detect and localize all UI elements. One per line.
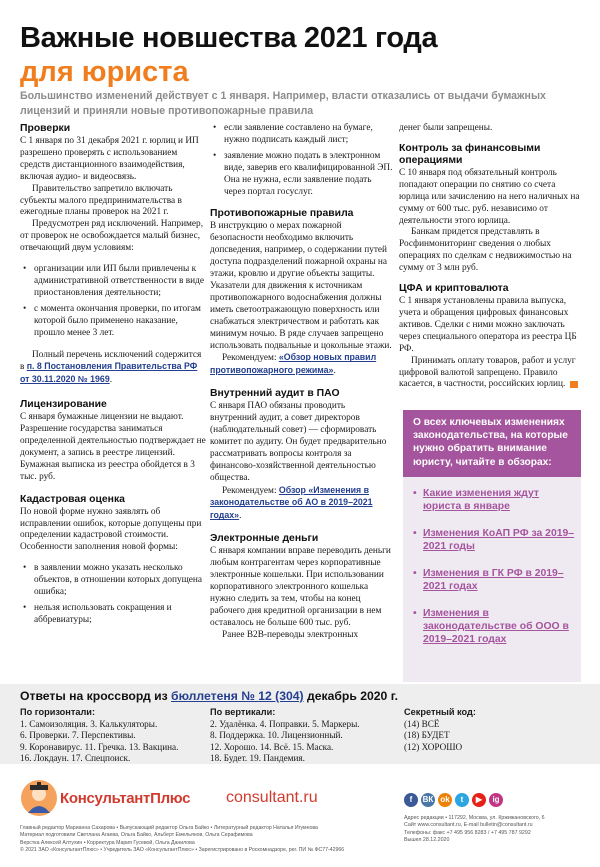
text: Принимать оплату товаров, работ и услуг цифровой валютой запрещено. Правило касается, в частности, российских юрлиц. (399, 355, 576, 390)
crossword-horizontal (20, 707, 210, 765)
consultant-logo-icon (20, 779, 58, 822)
list-item: • в заявлении можно указать несколько объектов, в отношении которых допущена ошибка; (20, 563, 207, 599)
crossword-line: (18) БУДЕТ (404, 730, 450, 741)
paragraph: С 1 января установлены правила выпуска, учета и обращения цифровых финансовых активов. Сделки с ними можно заключать через специального оператора из реестра ЦБ РФ. (399, 296, 577, 354)
crossword-title (20, 689, 398, 703)
crossword-line: 12. Хорошо. 14. Всё. 15. Маска. (210, 741, 334, 752)
section-title-audit: Внутренний аудит в ПАО (210, 388, 340, 400)
paragraph: С января ПАО обязаны проводить внутренний аудит, а совет директоров (наблюдательный совет) — сформировать комитет по аудиту. Он будет предварительно рассматривать вопросы контроля за финансово-хозяйственной деятельностью общества. (210, 401, 387, 483)
paragraph: С 10 января под обязательный контроль попадают операции по снятию со счета юрлица или зачислению на него наличных на сумму от 600 тыс. руб. независимо от деятельности этого юрлица. (399, 167, 580, 226)
crossword-line: 9. Коронавирус. 11. Гречка. 13. Вакцина. (20, 741, 179, 752)
decree-link[interactable]: п. 8 Постановления Правительства РФ от 30.11.2020 № 1969 (20, 361, 198, 385)
reviews-box (403, 410, 581, 682)
end-mark-icon (570, 381, 578, 388)
text: . (333, 366, 336, 377)
paragraph (399, 356, 581, 392)
review-link-ooo[interactable]: Изменения в законодательстве об ООО в 2019–2021 годах (423, 607, 569, 645)
contact-line: Сайт www.consultant.ru, E-mail bulletin@consultant.ru (404, 822, 533, 829)
reviews-box-heading: О всех ключевых изменениях законодательства, на которые нужно обратить внимание юристу, читайте в обзорах: (403, 410, 581, 477)
instagram-icon[interactable]: ig (489, 793, 503, 807)
text: Ответы на кроссворд из (20, 689, 172, 703)
crossword-horizontal-title: По горизонтали: (20, 707, 95, 717)
list-item (413, 527, 575, 553)
page-title-accent: для юриста (20, 56, 189, 88)
column-3 (399, 123, 581, 391)
section-title-fire: Противопожарные правила (210, 208, 354, 220)
list-item: • организации или ИП были привлечены к административной ответственности в виде приостановления деятельности; (20, 264, 207, 300)
text: . (109, 375, 113, 386)
paragraph: Правительство запретило включать субъекты малого предпринимательства в ежегодные планы проверок на 2021 г. (20, 183, 182, 218)
list-item (413, 567, 575, 593)
paragraph: Банкам придется представлять в Росфинмониторинг сведения о любых операциях по сделкам с недвижимостью на сумму от 3 млн руб. (399, 227, 572, 274)
list-item (413, 487, 575, 513)
list-item: • заявление можно подать в электронном виде, заверив его квалифицированной ЭП. Она не нужна, если заявление подать через портал госуслуг. (210, 151, 393, 199)
text: Рекомендуем: (222, 485, 279, 496)
contact-line: Вышел 28.12.2020 (404, 837, 450, 844)
paragraph: По новой форме нужно заявлять об исправлении ошибок, которые допущены при определении кадастровой стоимости. Особенности заполнения новой формы: (20, 506, 202, 553)
contact-line: Телефоны: факс +7 495 956 8283 / +7 495 787 9292 (404, 829, 531, 836)
crossword-code-title: Секретный код: (404, 707, 476, 717)
text: Полный перечень исключений содержится в (20, 349, 202, 373)
review-link-koap[interactable]: Изменения КоАП РФ за 2019–2021 годы (423, 527, 575, 552)
subtitle: Большинство изменений действует с 1 января. Например, власти отказались от выдачи бумажных лицензий и приняли новые противопожарные правила (20, 90, 546, 117)
social-links (404, 793, 503, 807)
section-title-checks: Проверки (20, 123, 71, 134)
review-link-january[interactable]: Какие изменения ждут юриста в январе (423, 487, 540, 512)
bullet-list (20, 563, 207, 627)
imprint (20, 825, 380, 855)
paragraph: Предусмотрен ряд исключений. Например, от проверок не освобождается малый бизнес, отвечающий двум условиям: (20, 219, 204, 254)
crossword-line: 16. Локдаун. 17. Спецпоиск. (20, 753, 131, 764)
crossword-secret-code (404, 707, 580, 753)
text: . (239, 511, 242, 522)
paragraph: С января компании вправе переводить деньги любым контрагентам через корпоративные электронные кошельки. При использовании корпоративного электронного кошелька нужно следить за тем, чтобы на конец рабочего дня кредитной организации в нем оставалось не больше 600 тыс. руб. (210, 546, 391, 628)
imprint-line: Материал подготовили Светлана Агаева, Ольга Байко, Альберт Емельянов, Ольга Серафимова (20, 832, 253, 839)
facebook-icon[interactable]: f (404, 793, 418, 807)
telegram-icon[interactable]: t (455, 793, 469, 807)
bulletin-link[interactable]: бюллетеня № 12 (304) (171, 689, 304, 703)
reviews-list (403, 477, 581, 646)
list-item: • нельзя использовать сокращения и аббревиатуры; (20, 603, 207, 627)
crossword-line: 2. Удалёнка. 4. Поправки. 5. Маркеры. (210, 718, 360, 729)
youtube-icon[interactable]: ▶ (472, 793, 486, 807)
bullet-list (20, 264, 207, 339)
paragraph-exceptions (20, 350, 207, 388)
section-title-cadastral: Кадастровая оценка (20, 493, 125, 505)
text: Рекомендуем: (222, 353, 279, 364)
crossword-line: 18. Будет. 19. Пандемия. (210, 753, 305, 764)
bullet-list (210, 123, 393, 198)
imprint-line: © 2021 ЗАО «КонсультантПлюс» • Учредитель ЗАО «КонсультантПлюс» • Зарегистрировано в Роскомнадзоре, рег. ПИ № ФС77-42966 (20, 847, 345, 854)
list-item: • если заявление составлено на бумаге, нужно подписать каждый лист; (210, 123, 393, 147)
contacts (404, 815, 584, 845)
crossword-line: 8. Поддержка. 10. Лицензионный. (210, 730, 343, 741)
crossword-line: (12) ХОРОШО (404, 741, 463, 752)
section-title-financial-control: Контроль за финансовыми операциями (399, 142, 541, 166)
review-link-gk[interactable]: Изменения в ГК РФ в 2019–2021 годах (423, 567, 564, 592)
vk-icon[interactable]: ВК (421, 793, 435, 807)
section-title-emoney: Электронные деньги (210, 533, 319, 545)
section-title-crypto: ЦФА и криптовалюта (399, 283, 509, 295)
crossword-answers (0, 684, 600, 764)
paragraph: Ранее B2B-переводы электронных (222, 629, 359, 640)
column-2 (210, 123, 393, 642)
paragraph: В инструкцию о мерах пожарной безопасности необходимо включить допсведения, например, о содержании путей доступа подразделений пожарной охраны на этажи, кровлю и другие объекты защиты. Указатели для движения к источникам противопожарного водоснабжения должны иметь светоотражающую поверхность или снабжаться электричеством и работать как минимум ночью. В ряде случаев запрещено использовать подвальные и цокольные этажи. (210, 221, 392, 351)
text: декабрь 2020 г. (303, 689, 398, 703)
crossword-line: (14) ВСЁ (404, 718, 440, 729)
crossword-line: 6. Проверки. 7. Перспективы. (20, 730, 136, 741)
fire-review-link[interactable]: «Обзор новых правил противопожарного режима» (210, 352, 377, 376)
list-item: • с момента окончания проверки, по итогам которой было применено наказание, прошло менее 3 лет. (20, 304, 207, 340)
article-header (0, 0, 600, 130)
brand-name: КонсультантПлюс (60, 790, 191, 807)
section-title-licensing: Лицензирование (20, 399, 107, 411)
crossword-line: 1. Самоизоляция. 3. Калькуляторы. (20, 718, 158, 729)
odnoklassniki-icon[interactable]: ok (438, 793, 452, 807)
page-title: Важные новшества 2021 года (20, 22, 438, 54)
paragraph: С 1 января по 31 декабря 2021 г. юрлиц и ИП разрешено проверять с использованием средств дистанционного взаимодействия, включая аудио- и видеосвязь. (20, 136, 199, 182)
imprint-line: Верстка Алексей Алтухин • Корректура Мария Гусевой, Ольга Данилова (20, 839, 195, 846)
site-link[interactable]: consultant.ru (226, 789, 318, 806)
recommendation (210, 485, 393, 524)
crossword-vertical-title: По вертикали: (210, 707, 276, 717)
imprint-line: Главный редактор Марианна Сахарова • Выпускающий редактор Ольга Байко • Литературный редактор Наталья Игумнова (20, 825, 318, 831)
footer (0, 765, 600, 867)
crossword-vertical (210, 707, 400, 765)
paragraph: денег были запрещены. (399, 123, 493, 133)
audit-review-link[interactable]: Обзор «Изменения в законодательстве об АО в 2019–2021 годах» (210, 484, 373, 521)
contact-line: Адрес редакции • 117292, Москва, ул. Кржижановского, 6 (404, 815, 545, 821)
column-1 (20, 123, 207, 631)
recommendation (210, 352, 393, 378)
list-item (413, 607, 575, 646)
paragraph: С января бумажные лицензии не выдают. Разрешение государства заниматься определенной деятельностью подтверждает не документ, а запись в реестре лицензий. Бумажная выписка из реестра обойдется в 3 тыс. руб. (20, 412, 206, 482)
